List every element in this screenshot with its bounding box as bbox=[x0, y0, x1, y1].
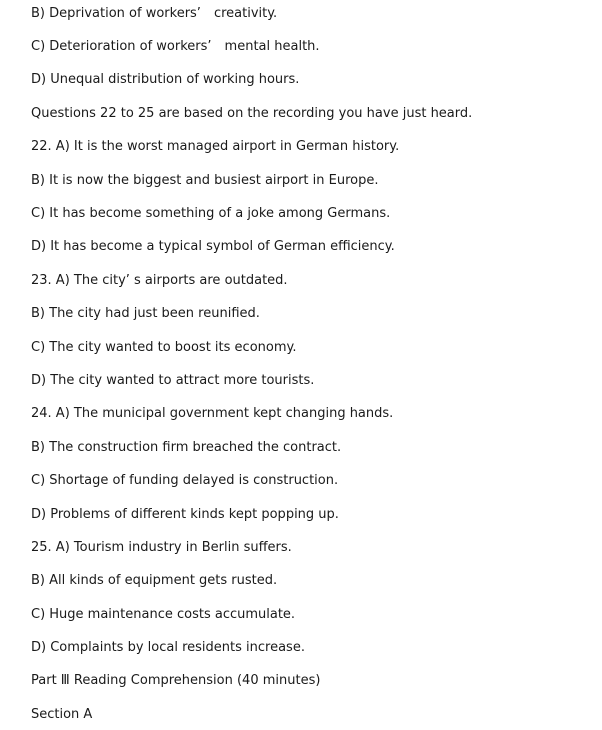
section-heading: Section A bbox=[31, 707, 93, 722]
text-line-option-23d: D) The city wanted to attract more tourists. bbox=[31, 373, 315, 388]
part-heading: Part Ⅲ Reading Comprehension (40 minutes) bbox=[31, 673, 321, 688]
questions-instruction: Questions 22 to 25 are based on the recording you have just heard. bbox=[31, 106, 473, 121]
text-line-question-22a: 22. A) It is the worst managed airport in German history. bbox=[31, 139, 400, 154]
text-line-option-25c: C) Huge maintenance costs accumulate. bbox=[31, 607, 296, 622]
text-line-question-24a: 24. A) The municipal government kept changing hands. bbox=[31, 406, 394, 421]
text-line-option-25b: B) All kinds of equipment gets rusted. bbox=[31, 573, 278, 588]
text-line-question-23a: 23. A) The city’ s airports are outdated. bbox=[31, 273, 288, 288]
text-line-option-24b: B) The construction firm breached the contract. bbox=[31, 440, 342, 455]
text-line-option-25d: D) Complaints by local residents increase. bbox=[31, 640, 305, 655]
text-line-option-21b: B) Deprivation of workers’ creativity. bbox=[31, 6, 278, 21]
text-line-option-21c: C) Deterioration of workers’ mental health. bbox=[31, 39, 320, 54]
text-line-question-25a: 25. A) Tourism industry in Berlin suffers. bbox=[31, 540, 292, 555]
text-line-option-22d: D) It has become a typical symbol of German efficiency. bbox=[31, 239, 395, 254]
text-line-option-22b: B) It is now the biggest and busiest airport in Europe. bbox=[31, 173, 379, 188]
text-line-option-23b: B) The city had just been reunified. bbox=[31, 306, 260, 321]
text-line-option-22c: C) It has become something of a joke among Germans. bbox=[31, 206, 391, 221]
text-line-option-23c: C) The city wanted to boost its economy. bbox=[31, 340, 297, 355]
text-line-option-24d: D) Problems of different kinds kept popping up. bbox=[31, 507, 339, 522]
text-line-option-24c: C) Shortage of funding delayed is construction. bbox=[31, 473, 339, 488]
text-line-option-21d: D) Unequal distribution of working hours. bbox=[31, 72, 300, 87]
